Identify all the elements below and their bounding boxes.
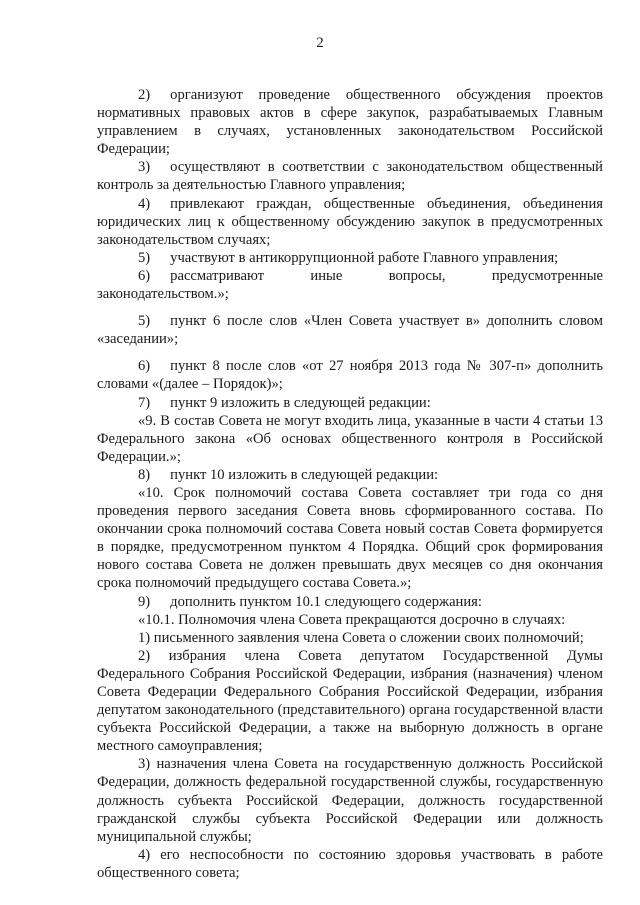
paragraph bbox=[97, 267, 603, 303]
paragraph bbox=[97, 484, 603, 593]
paragraph-text: «10. Срок полномочий состава Совета составляет три года со дня проведения первого заседания Совета вновь сформированного состава. По окончании срока полномочий состава Совета новый состав Совета формируется в порядке, предусмотренном пунктом 4 Порядка. Общий срок формирования нового состава Совета не должен превышать двух месяцев со дня окончания срока полномочий предыдущего состава Совета.»; bbox=[97, 484, 603, 592]
paragraph-number: 3) bbox=[138, 159, 151, 176]
paragraph bbox=[97, 611, 603, 629]
paragraph bbox=[97, 86, 603, 158]
paragraph-number: 6) bbox=[138, 267, 151, 284]
paragraph-text: рассматривают иные вопросы, предусмотренные законодательством.»; bbox=[97, 267, 603, 303]
paragraph-text: пункт 6 после слов «Член Совета участвует в» дополнить словом «заседании»; bbox=[97, 313, 603, 348]
paragraph-text: пункт 8 после слов «от 27 ноября 2013 года № 307-п» дополнить словами «(далее – Порядок)»; bbox=[97, 358, 603, 393]
paragraph bbox=[97, 195, 603, 249]
paragraph-number: 9) bbox=[138, 593, 151, 610]
paragraph bbox=[97, 357, 603, 393]
paragraph-number: 7) bbox=[138, 394, 151, 411]
paragraph-text: «10.1. Полномочия члена Совета прекращаются досрочно в случаях: bbox=[138, 611, 566, 628]
page-number: 2 bbox=[316, 35, 324, 51]
paragraph-text: организуют проведение общественного обсуждения проектов нормативных правовых актов в сфере закупок, разрабатываемых Главным управлением в случаях, установленных законодательством Российской Федерации; bbox=[97, 87, 603, 158]
paragraph bbox=[97, 412, 603, 466]
paragraph-number: 6) bbox=[138, 358, 151, 375]
paragraph bbox=[97, 846, 603, 882]
paragraph-text: 1) письменного заявления члена Совета о сложении своих полномочий; bbox=[138, 629, 584, 646]
paragraph-text: осуществляют в соответствии с законодательством общественный контроль за деятельностью Главного управления; bbox=[97, 159, 603, 194]
paragraph-number: 4) bbox=[138, 195, 151, 212]
paragraph bbox=[97, 647, 603, 756]
paragraph bbox=[97, 312, 603, 348]
paragraph-text: «9. В состав Совета не могут входить лица, указанные в части 4 статьи 13 Федерального закона «Об основах общественного контроля в Российской Федерации.»; bbox=[97, 412, 603, 465]
paragraph bbox=[97, 394, 603, 412]
paragraph bbox=[97, 629, 603, 647]
paragraph-number: 2) bbox=[138, 87, 151, 103]
paragraph-text: участвуют в антикоррупционной работе Главного управления; bbox=[170, 249, 559, 266]
paragraph-text: дополнить пунктом 10.1 следующего содержания: bbox=[170, 593, 482, 610]
paragraph-text: пункт 10 изложить в следующей редакции: bbox=[170, 466, 439, 483]
paragraph-text: пункт 9 изложить в следующей редакции: bbox=[170, 394, 431, 411]
paragraph-text: 2) избрания члена Совета депутатом Государственной Думы Федерального Собрания Российской Федерации, избрания (назначения) членом Совета Федерации Федерального Собрания Российской Федерации, избрания депутатом законодательного (представительного) органа государственной власти субъекта Российской Федерации, а также на выборную должность в органе местного самоуправления; bbox=[97, 647, 603, 755]
paragraph-number: 5) bbox=[138, 249, 151, 266]
paragraph-number: 8) bbox=[138, 466, 151, 483]
paragraph bbox=[97, 158, 603, 194]
paragraph bbox=[97, 593, 603, 611]
paragraph-text: 4) его неспособности по состоянию здоровья участвовать в работе общественного совета; bbox=[97, 846, 603, 881]
paragraph bbox=[97, 249, 603, 267]
paragraph bbox=[97, 466, 603, 484]
paragraph-text: 3) назначения члена Совета на государственную должность Российской Федерации, должность федеральной государственной службы, государственную должность субъекта Российской Федерации, должность государственной гражданской службы субъекта Российской Федерации или должность муниципальной службы; bbox=[97, 756, 603, 845]
paragraph-text: привлекают граждан, общественные объединения, объединения юридических лиц к общественному обсуждению закупок в предусмотренных законодательством случаях; bbox=[97, 195, 603, 248]
paragraph bbox=[97, 755, 603, 845]
paragraph-number: 5) bbox=[138, 313, 151, 330]
document-body bbox=[97, 86, 603, 882]
